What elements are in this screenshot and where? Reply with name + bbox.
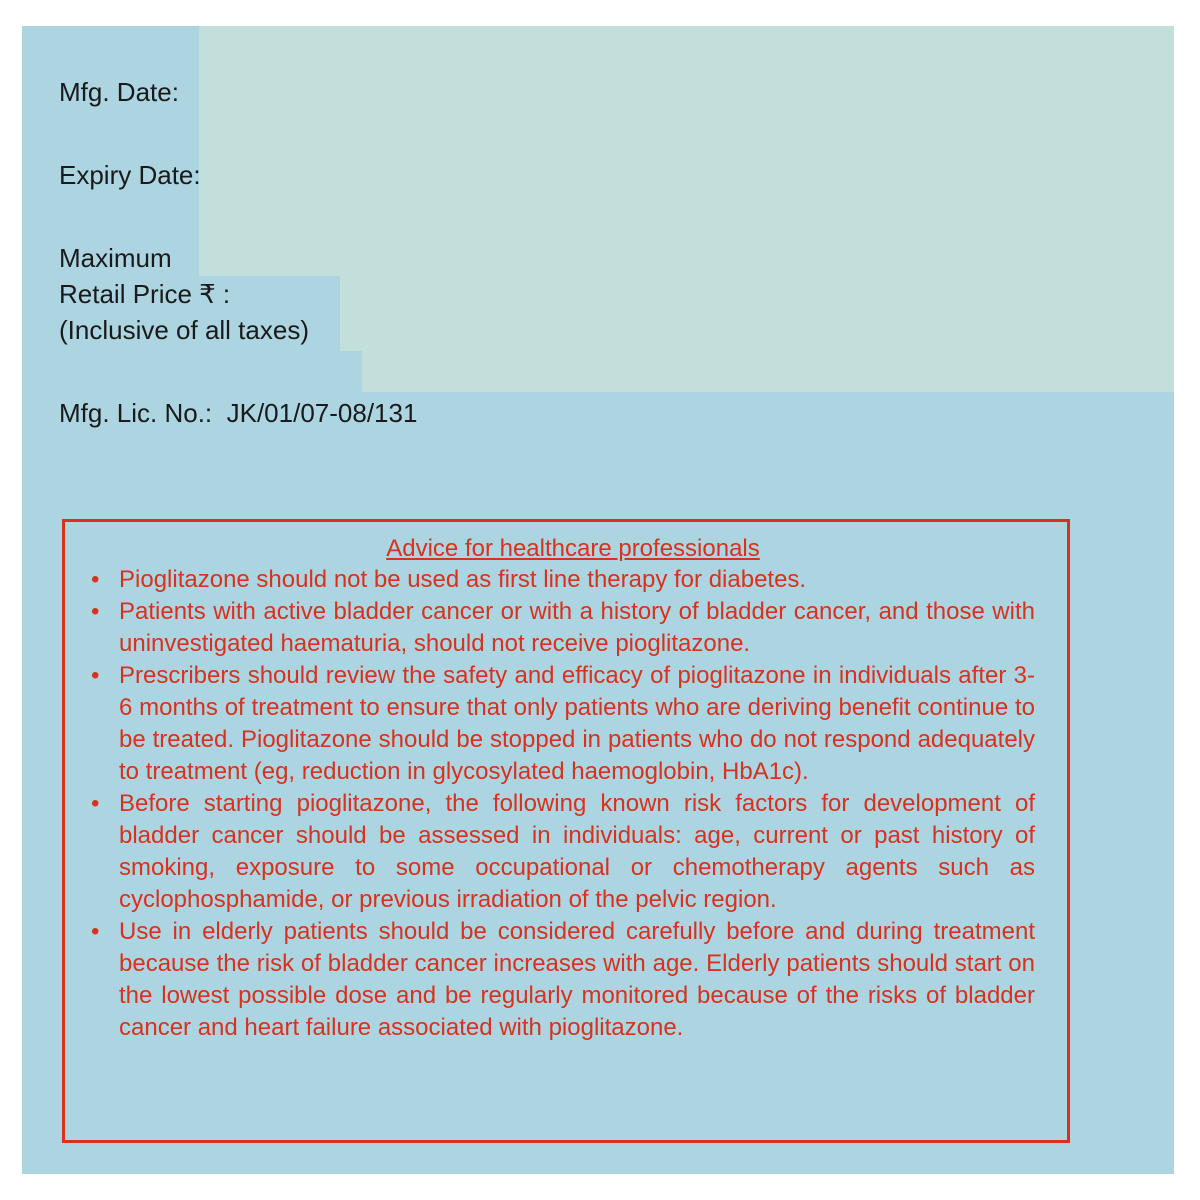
batch-print-area-mid (340, 276, 1174, 351)
advice-item: • Pioglitazone should not be used as first line therapy for diabetes. (91, 564, 1035, 596)
advice-list (91, 564, 1035, 1044)
batch-print-area (199, 26, 1174, 276)
mrp-label-line1: Maximum (59, 243, 172, 273)
advice-box (62, 519, 1070, 1143)
medicine-carton-panel (22, 26, 1174, 1174)
mfg-date-label: Mfg. Date: (59, 77, 179, 107)
advice-item: • Before starting pioglitazone, the following known risk factors for development of bladder cancer should be assessed in individuals: age, current or past history of smoking, exposure to some occupational or chemotherapy agents such as cyclophosphamide, or previous irradiation of the pelvic region. (91, 788, 1035, 916)
mfg-license-label: Mfg. Lic. No.: (59, 398, 213, 428)
advice-title: Advice for healthcare professionals (386, 535, 760, 562)
mrp-label-line2: Retail Price ₹ : (59, 279, 231, 309)
mfg-license-value: JK/01/07-08/131 (226, 398, 418, 428)
mrp-label-line3: (Inclusive of all taxes) (59, 315, 309, 345)
mfg-license (59, 395, 417, 431)
advice-item: • Use in elderly patients should be considered carefully before and during treatment because the risk of bladder cancer increases with age. Elderly patients should start on the lowest possible dose and be regularly monitored because of the risks of bladder cancer and heart failure associated with pioglitazone. (91, 916, 1035, 1044)
expiry-date-label: Expiry Date: (59, 160, 201, 190)
advice-item: • Patients with active bladder cancer or with a history of bladder cancer, and those with uninvestigated haematuria, should not receive pioglitazone. (91, 596, 1035, 660)
advice-item: • Prescribers should review the safety and efficacy of pioglitazone in individuals after 3-6 months of treatment to ensure that only patients who are deriving benefit continue to be treated. Pioglitazone should be stopped in patients who do not respond adequately to treatment (eg, reduction in glycosylated haemoglobin, HbA1c). (91, 660, 1035, 788)
batch-print-area-low (362, 351, 1174, 392)
mrp-label (59, 240, 309, 348)
